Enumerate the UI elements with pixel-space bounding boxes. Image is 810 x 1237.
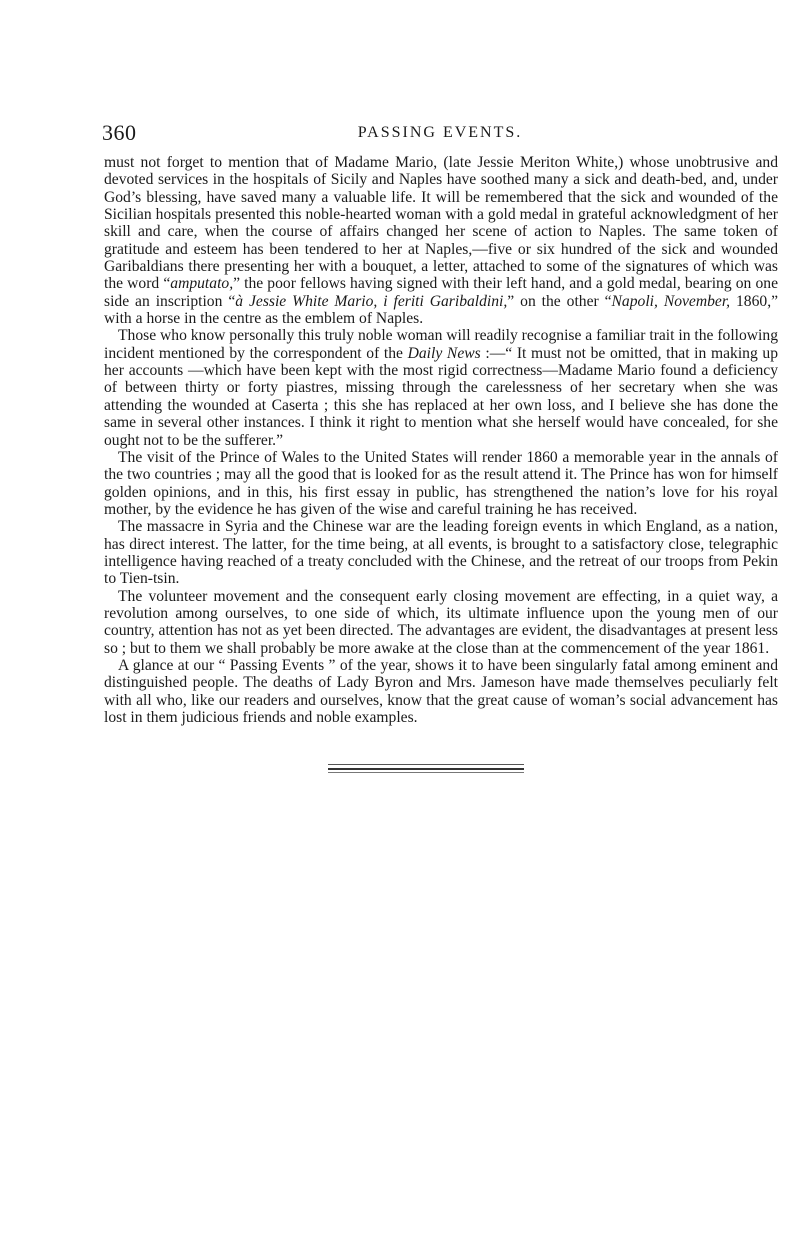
italic-run: amputato,: [170, 275, 234, 293]
end-rule-bottom: [328, 772, 524, 773]
paragraph-madame-mario: [104, 154, 778, 327]
paragraph-syria-china: [104, 518, 778, 587]
paragraph-prince-of-wales: [104, 449, 778, 518]
text-run: The massacre in Syria and the Chinese war are the leading foreign events in which England, as a nation, has direct interest. The latter, for the time being, at all events, is brought to a satisfactory close, telegraphic intelligence having reached of a treaty concluded with the Chinese, and the retreat of our troops from Pekin to Tien-tsin.: [104, 518, 778, 588]
running-head: [100, 120, 780, 146]
text-run: ” the poor fellows having signed with their left hand, and a gold medal, bearing on one side an inscription “: [104, 275, 778, 310]
text-run: ” on the other “: [507, 292, 612, 310]
page-number: 360: [102, 120, 137, 145]
italic-run: Napoli, November,: [611, 292, 731, 310]
paragraph-volunteer-movement: [104, 588, 778, 657]
paragraph-passing-events: [104, 657, 778, 726]
italic-run: Daily News: [407, 344, 481, 362]
italic-run: à Jessie White Mario, i feriti Garibaldini,: [235, 292, 508, 310]
text-run: The visit of the Prince of Wales to the United States will render 1860 a memorable year in the annals of the two countries ; may all the good that is looked for as the result attend it. The Prince has won for himself golden opinions, and in this, his first essay in public, has strengthened the nation’s love for his royal mother, by the evidence he has given of the wise and careful training he has received.: [104, 448, 778, 518]
text-run: A glance at our “ Passing Events ” of the year, shows it to have been singularly fatal among eminent and distinguished people. The deaths of Lady Byron and Mrs. Jameson have made themselves peculiarly felt with all who, like our readers and ourselves, know that the great cause of woman’s social advancement has lost in them judicious friends and noble examples.: [104, 656, 778, 726]
text-run: Those who know personally this truly noble woman will readily recognise a familiar trait in the following incident mentioned by the correspondent of the: [104, 327, 778, 362]
running-title: PASSING EVENTS.: [357, 124, 523, 141]
end-rule-middle: [328, 768, 524, 770]
article-body: [104, 154, 778, 726]
end-rule-top: [328, 764, 524, 765]
paragraph-daily-news: [104, 327, 778, 448]
text-run: :—“ It must not be omitted, that in making up her accounts —which have been kept with the most rigid correctness—Madame Mario found a deficiency of between thirty or forty piastres, missing through the carelessness of her secretary when she was attending the wounded at Caserta ; this she has replaced at her own loss, and I believe she has done the same in several other instances. I think it right to mention what she herself would have concealed, for she ought not to be the sufferer.”: [104, 344, 778, 449]
text-run: 1860,” with a horse in the centre as the emblem of Naples.: [104, 292, 779, 328]
text-run: must not forget to mention that of Madame Mario, (late Jessie Meriton White,) whose unobtrusive and devoted services in the hospitals of Sicily and Naples have soothed many a sick and death-bed, and, under God’s blessing, have saved many a valuable life. It will be remembered that the sick and wounded of the Sicilian hospitals presented this noble-hearted woman with a gold medal in grateful acknowledgment of her skill and care, when the course of affairs changed her scene of action to Naples. The same token of gratitude and esteem has been tendered to her at Naples,—five or six hundred of the sick and wounded Garibaldians there presenting her with a bouquet, a letter, attached to some of the signatures of which was the word “: [104, 154, 778, 293]
text-run: The volunteer movement and the consequent early closing movement are effecting, in a quiet way, a revolution among ourselves, to one side of which, its ultimate influence upon the young men of our country, attention has not as yet been directed. The advantages are evident, the disadvantages at present less so ; but to them we shall probably be more awake at the close than at the commencement of the year 1861.: [104, 587, 778, 657]
